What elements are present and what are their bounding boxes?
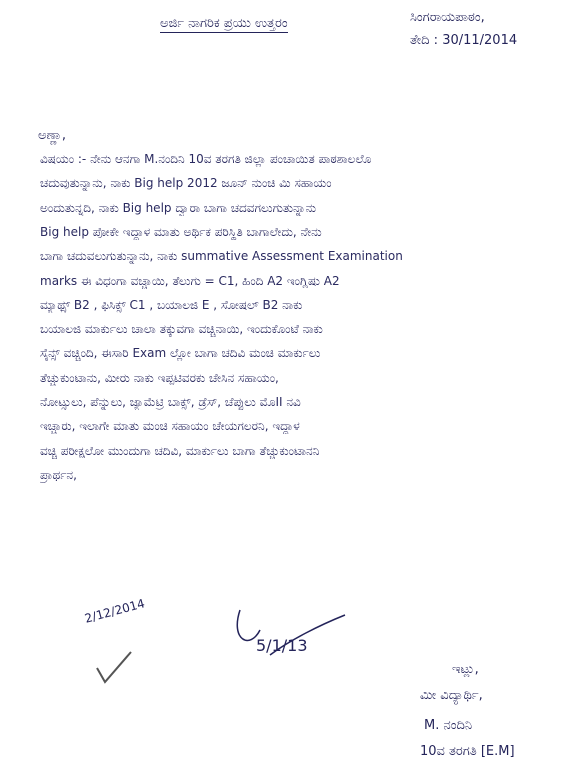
letter-date: ತೇದಿ : 30/11/2014: [410, 33, 518, 48]
letter-body-line: ಸೈನ್ಸ್ ವಚ್ಚಿಂದಿ, ಈಸಾರಿ Exam ಲ್ಲೋ ಬಾಗಾ ಚದಿವಿ ಮಂಚಿ ಮಾರ್ಕುಲು: [40, 346, 321, 361]
letter-body-line: ವಚ್ಚಿ ಪರೀಕ್ಷಲೋ ಮುಂದುಗಾ ಚದಿವಿ, ಮಾರ್ಕುಲು ಬಾಗಾ ತೆಚ್ಚುಕುಂಟಾನನಿ: [40, 443, 320, 458]
letter-body-line: ತೆಚ್ಚುಕುಂಟಾನು, ಮೀರು ನಾಕು ಇಪ್ಪಟಿವರಕು ಚೇಸಿನ ಸಹಾಯಂ,: [40, 370, 279, 385]
review-date-annotation: 2/12/2014: [83, 596, 147, 626]
closing-line-1: ಇಟ್ಲು,: [452, 662, 479, 677]
letter-location: ಸಿಂಗರಾಯಪಾಠಂ,: [410, 10, 485, 25]
salutation: ಅಣ್ಣಾ,: [38, 128, 67, 143]
initials-date: 5/1/13: [256, 636, 308, 655]
letter-body-line: ವಿಷಯಂ :- ನೇನು ಆನಗಾ M.ನಂದಿನಿ 10ವ ತರಗತಿ ಜಿಲ್ಲಾ ಪಂಚಾಯಿತ ಪಾಠಶಾಲಲೊ: [40, 152, 372, 166]
letter-body-line: Big help ಪೋಕೇ ಇದ್ದಾಳ ಮಾತು ಅರ್ಥಿಕ ಪರಿಸ್ಥಿತಿ ಬಾಗಾಲೇದು, ನೇನು: [40, 224, 322, 239]
letter-body-line: ಅಂದುತುನ್ನದಿ, ನಾಕು Big help ದ್ವಾರಾ ಬಾಗಾ ಚದವಗಲುಗುತುನ್ನಾನು: [40, 200, 317, 215]
letter-body-line: ಬಾಗಾ ಚದುವಲುಗುತುನ್ನಾನು, ನಾಕು summative Assessment Examination: [40, 249, 403, 264]
signature-mark: [230, 600, 350, 670]
student-class: 10ವ ತರಗತಿ [E.M]: [420, 744, 515, 759]
letter-body-line: ನೋಟ್ಸುಲು, ಪೆನ್ನುಲು, ಜ್ಯಾಮೆಟ್ರಿ ಬಾಕ್ಸ್, ಡ್ರೆಸ್, ಚೆಪ್ಪುಲು ಮೊII ನವಿ: [40, 395, 301, 409]
closing-line-2: ಮೀ ವಿದ್ಯಾರ್ಥಿ,: [420, 688, 483, 703]
letter-title: ಅರ್ಜಿ ನಾಗರಿಕ ಪ್ರಯು ಉತ್ತರಂ: [160, 16, 288, 31]
letter-body-line: ಮ್ಯಾಥ್ಸ್ B2 , ಫಿಸಿಕ್ಸ್ C1 , ಬಯಾಲಜಿ E , ಸೋಷಲ್ B2 ನಾಕು: [40, 297, 303, 312]
letter-body-line: ಚದುವುತುನ್ನಾನು, ನಾಕು Big help 2012 ಜೂನ್ ನುಂಚಿ ಮಿ ಸಹಾಯಂ: [40, 176, 332, 191]
letter-body-line: marks ಈ ವಿಧಂಗಾ ವಚ್ಚಾಯಿ, ತೆಲುಗು = C1, ಹಿಂದಿ A2 ಇಂಗ್ಲಿಷು A2: [40, 273, 340, 288]
letter-body-line: ಪ್ರಾರ್ಥನ,: [40, 467, 77, 482]
letter-body-line: ಬಯಾಲಜಿ ಮಾರ್ಕುಲು ಚಾಲಾ ತಕ್ಕುವಗಾ ವಚ್ಚಿನಾಯಿ, ಇಂದುಕೊಂಟೆ ನಾಕು: [40, 322, 323, 337]
letter-body-line: ಇಚ್ಚಾರು, ಇಲಾಗೇ ಮಾತು ಮಂಚಿ ಸಹಾಯಂ ಚೇಯಗಲರನಿ, ಇದ್ದಾಳ: [40, 419, 300, 434]
checkmark-icon: [95, 650, 135, 690]
student-name: M. ನಂದಿನಿ: [424, 718, 473, 733]
